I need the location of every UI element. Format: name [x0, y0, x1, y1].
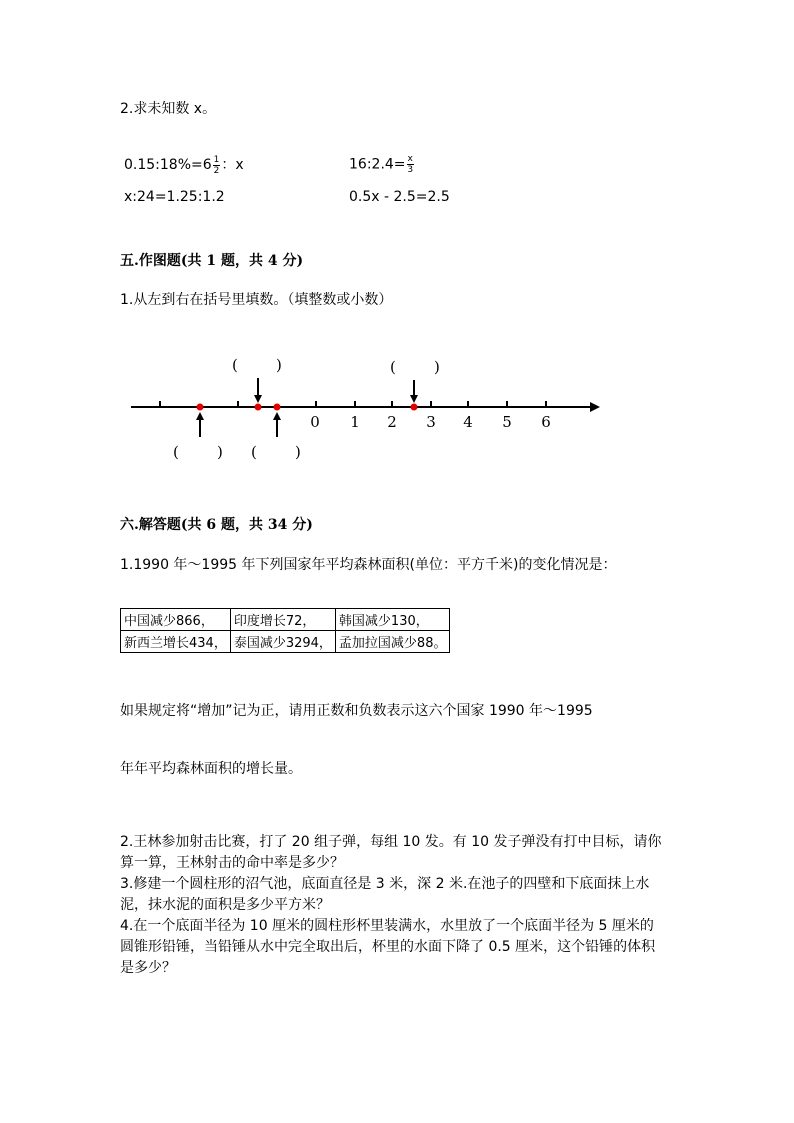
question-1-instruction-line-2: 年年平均森林面积的增长量。	[120, 761, 302, 777]
equation-1	[124, 154, 244, 176]
answer-bracket-top-2: ( )	[390, 358, 440, 376]
marked-point	[197, 404, 204, 411]
table-cell: 中国减少866，	[121, 609, 231, 631]
fraction	[213, 155, 221, 176]
tick-label: 3	[426, 413, 436, 431]
section-5-question-1: 1.从左到右在括号里填数。（填整数或小数）	[120, 292, 393, 308]
equation-4: 0.5x - 2.5=2.5	[349, 189, 450, 205]
section-5-title: 五.作图题(共 1 题，共 4 分)	[120, 253, 304, 269]
table-cell: 新西兰增长434，	[121, 631, 231, 653]
fraction-denominator: 2	[213, 165, 220, 176]
arrowhead-icon	[590, 402, 600, 412]
arrow-up-icon-head	[196, 412, 204, 420]
tick-label: 0	[310, 413, 320, 431]
number-line-figure	[0, 340, 794, 470]
tick-labels	[310, 413, 551, 431]
table-cell: 韩国减少130，	[335, 609, 450, 631]
section-6-question-4: 4.在一个底面半径为 10 厘米的圆柱形杯里装满水，水里放了一个底面半径为 5 厘米的圆锥形铅锤，当铅锤从水中完全取出后，杯里的水面下降了 0.5 厘米，这个铅锤的体积是多少？	[120, 918, 656, 976]
tick-label: 4	[463, 413, 473, 431]
arrow-down-icon-head	[410, 395, 418, 403]
question-1-instruction-line-1: 如果规定将“增加”记为正，请用正数和负数表示这六个国家 1990 年～1995	[120, 703, 593, 719]
section-6-title: 六.解答题(共 6 题，共 34 分)	[120, 517, 313, 533]
section-6-question-2: 2.王林参加射击比赛，打了 20 组子弹，每组 10 发。有 10 发子弹没有打中目标，请你算一算，王林射击的命中率是多少？	[120, 834, 662, 871]
table-cell: 孟加拉国减少88。	[335, 631, 450, 653]
section-6-question-3: 3.修建一个圆柱形的沼气池，底面直径是 3 米，深 2 米.在池子的四壁和下底面抹上水泥，抹水泥的面积是多少平方米？	[120, 876, 650, 913]
tick-label: 5	[502, 413, 512, 431]
forest-change-table	[120, 608, 450, 653]
fraction-numerator: 1	[213, 154, 220, 165]
equation-3: x:24=1.25:1.2	[124, 189, 225, 205]
table-cell: 泰国减少3294，	[230, 631, 335, 653]
fraction-denominator: 3	[407, 165, 414, 175]
answer-bracket-bottom-2: ( )	[251, 443, 301, 461]
marked-point	[255, 404, 262, 411]
table-row	[121, 609, 450, 631]
equation-2	[349, 154, 415, 175]
table-cell: 印度增长72，	[230, 609, 335, 631]
equation-2-left: 16:2.4=	[349, 156, 406, 173]
marked-point	[411, 404, 418, 411]
tick-label: 2	[387, 413, 397, 431]
table-row	[121, 631, 450, 653]
fraction-numerator: x	[407, 154, 413, 164]
question-title: 2.求未知数 x。	[120, 101, 217, 117]
answer-bracket-top-1: ( )	[232, 356, 282, 374]
equation-1-left: 0.15:18%=6	[124, 157, 212, 173]
answer-bracket-bottom-1: ( )	[173, 443, 223, 461]
marked-point	[274, 404, 281, 411]
section-6-question-1: 1.1990 年～1995 年下列国家年平均森林面积(单位：平方千米)的变化情况是：	[120, 557, 617, 573]
fraction	[407, 154, 414, 175]
equation-1-right: ：x	[221, 157, 244, 173]
arrow-up-icon-head	[273, 412, 281, 420]
tick-label: 1	[350, 413, 360, 431]
arrow-down-icon-head	[254, 395, 262, 403]
tick-label: 6	[541, 413, 551, 431]
